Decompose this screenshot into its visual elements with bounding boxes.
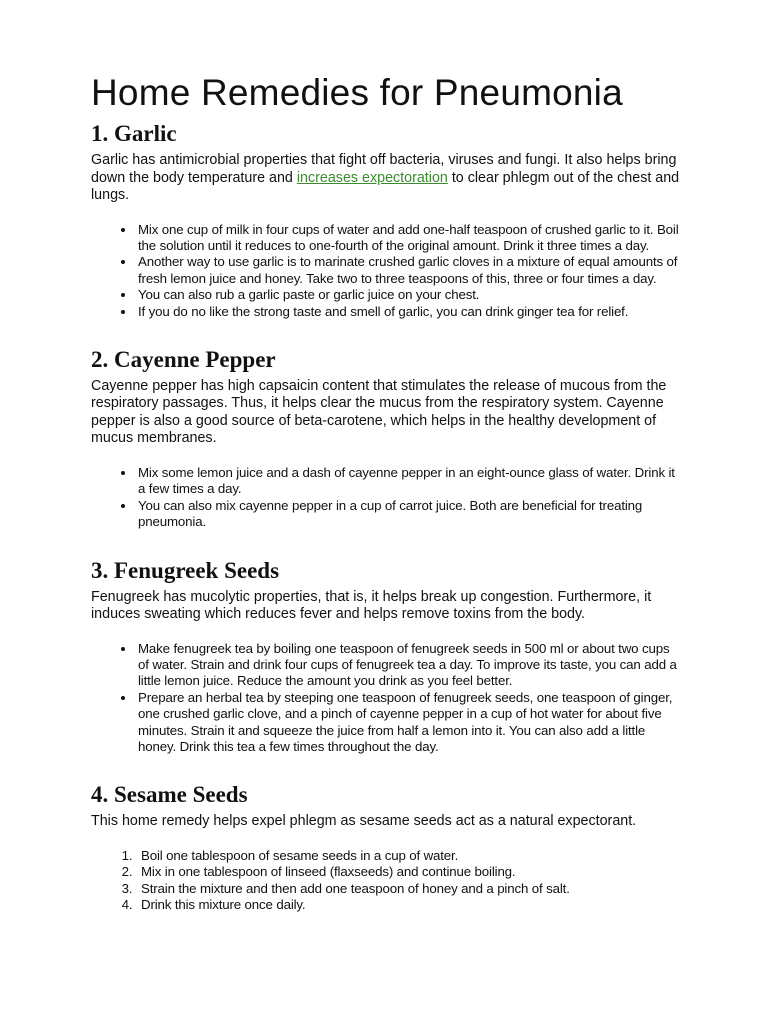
section-cayenne-pepper [91, 346, 681, 531]
list-item: • You can also rub a garlic paste or garlic juice on your chest. [136, 287, 681, 303]
list-item: • Another way to use garlic is to marinate crushed garlic cloves in a mixture of equal amounts of fresh lemon juice and honey. Take two to three teaspoons of this, three or four times a day. [136, 254, 681, 287]
section-intro: This home remedy helps expel phlegm as sesame seeds act as a natural expectorant. [91, 813, 637, 830]
section-heading: 1. Garlic [91, 121, 177, 146]
list-item: 1. Boil one tablespoon of sesame seeds in a cup of water. [136, 848, 681, 864]
section-intro [91, 152, 681, 205]
cayenne-tips-list [91, 465, 681, 531]
list-item: • You can also mix cayenne pepper in a cup of carrot juice. Both are beneficial for treating pneumonia. [136, 498, 681, 531]
page-title: Home Remedies for Pneumonia [91, 72, 623, 113]
list-item: • Mix one cup of milk in four cups of water and add one-half teaspoon of crushed garlic to it. Boil the solution until it reduces to one-fourth of the original amount. Drink it three times a day. [136, 222, 681, 255]
fenugreek-tips-list [91, 641, 681, 756]
list-item: • Mix some lemon juice and a dash of cayenne pepper in an eight-ounce glass of water. Drink it a few times a day. [136, 465, 681, 498]
section-sesame-seeds [91, 781, 681, 913]
intro-text: to clear phlegm out of the chest and lungs. [91, 169, 680, 203]
document-page [91, 70, 681, 940]
list-item: 2. Mix in one tablespoon of linseed (flaxseeds) and continue boiling. [136, 864, 681, 880]
section-heading: 4. Sesame Seeds [91, 782, 248, 808]
section-fenugreek-seeds [91, 557, 681, 756]
section-garlic [91, 120, 681, 320]
section-heading: 3. Fenugreek Seeds [91, 557, 280, 583]
intro-text: Garlic has antimicrobial properties that fight off bacteria, viruses and fungi. It also helps bring down the body temperature and [91, 152, 677, 186]
sesame-steps-list [91, 848, 681, 914]
section-intro: Cayenne pepper has high capsaicin content that stimulates the release of mucous from the respiratory passages. Thus, it helps clear the mucus from the respiratory system. Cayenne pepper is also a good source of beta-carotene, which helps in the healthy development of mucus membranes. [91, 377, 667, 447]
list-item: 4. Drink this mixture once daily. [136, 897, 681, 913]
section-heading: 2. Cayenne Pepper [91, 346, 276, 372]
increases-expectoration-link[interactable]: increases expectoration [296, 169, 448, 186]
section-intro: Fenugreek has mucolytic properties, that is, it helps break up congestion. Furthermore, it induces sweating which reduces fever and helps remove toxins from the body. [91, 588, 652, 623]
list-item: • Prepare an herbal tea by steeping one teaspoon of fenugreek seeds, one teaspoon of ginger, one crushed garlic clove, and a pinch of cayenne pepper in a cup of hot water for about five minutes. Strain it and squeeze the juice from half a lemon into it. You can also add a little honey. Drink this tea a few times throughout the day. [136, 690, 681, 756]
list-item: 3. Strain the mixture and then add one teaspoon of honey and a pinch of salt. [136, 881, 681, 897]
list-item: • If you do no like the strong taste and smell of garlic, you can drink ginger tea for relief. [136, 304, 681, 320]
garlic-tips-list [91, 222, 681, 320]
list-item: • Make fenugreek tea by boiling one teaspoon of fenugreek seeds in 500 ml or about two cups of water. Strain and drink four cups of fenugreek tea a day. To improve its taste, you can add a little lemon juice. Reduce the amount you drink as you feel better. [136, 641, 681, 690]
